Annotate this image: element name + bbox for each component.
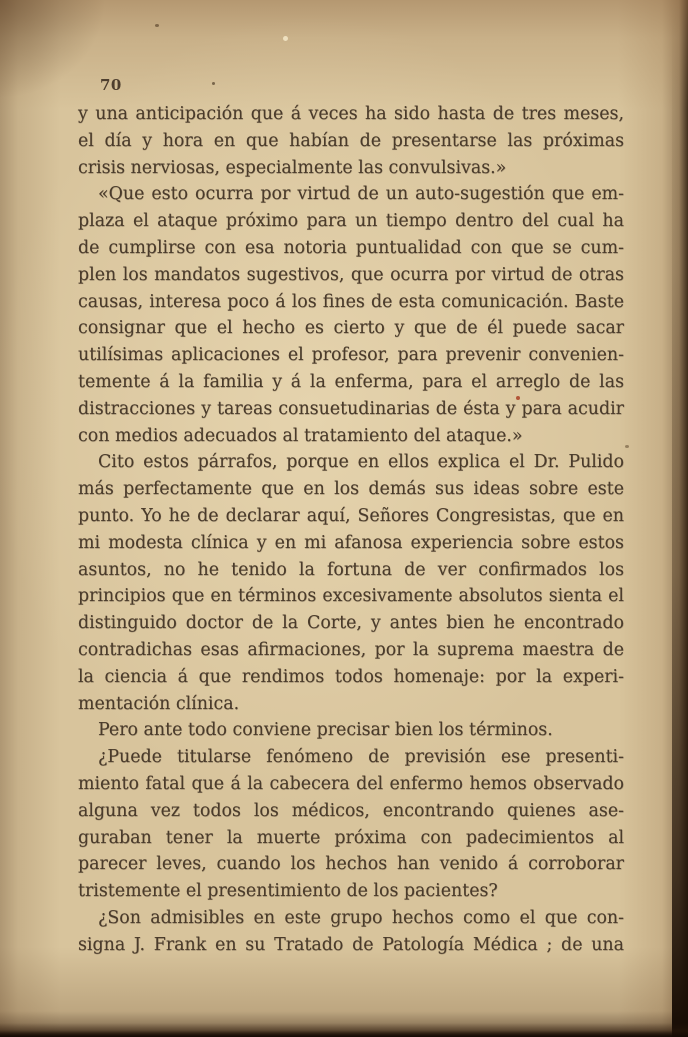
text-line: plaza el ataque próximo para un tiempo dentro del cual ha xyxy=(78,211,624,232)
text-line: signa J. Frank en su Tratado de Patología Médica ; de una xyxy=(78,934,624,955)
text-line: crisis nerviosas, especialmente las convulsivas.» xyxy=(78,157,507,178)
text-line: Pero ante todo conviene precisar bien los términos. xyxy=(98,720,553,741)
paper-speck xyxy=(283,36,288,41)
text-line: distinguido doctor de la Corte, y antes bien he encontrado xyxy=(78,613,624,634)
text-line: de cumplirse con esa notoria puntualidad con que se cum- xyxy=(78,237,624,258)
text-line: Cito estos párrafos, porque en ellos explica el Dr. Pulido xyxy=(98,452,624,473)
page-bottom-edge-shadow xyxy=(0,1023,688,1037)
text-line: «Que esto ocurra por virtud de un auto-sugestión que em- xyxy=(98,184,624,205)
text-line: la ciencia á que rendimos todos homenaje: por la experi- xyxy=(78,666,624,687)
text-line: parecer leves, cuando los hechos han venido á corroborar xyxy=(78,854,624,875)
page-right-edge-shadow xyxy=(672,0,688,1037)
text-line: mentación clínica. xyxy=(78,693,240,714)
text-block xyxy=(78,101,624,959)
text-line: principios que en términos excesivamente absolutos sienta el xyxy=(78,586,624,607)
text-line: guraban tener la muerte próxima con padecimientos al xyxy=(78,827,624,848)
paragraph xyxy=(78,905,624,959)
paper-speck xyxy=(625,445,629,448)
text-line: alguna vez todos los médicos, encontrando quienes ase- xyxy=(78,800,624,821)
text-line: más perfectamente que en los demás sus ideas sobre este xyxy=(78,479,624,500)
text-line: el día y hora en que habían de presentarse las próximas xyxy=(78,130,624,151)
paragraph xyxy=(78,744,624,905)
text-line: distracciones y tareas consuetudinarias de ésta y para acudir xyxy=(78,398,624,419)
text-line: ¿Son admisibles en este grupo hechos como el que con- xyxy=(98,907,624,928)
text-line: temente á la familia y á la enferma, para el arreglo de las xyxy=(78,371,624,392)
text-line: tristemente el presentimiento de los pacientes? xyxy=(78,881,498,902)
text-line: y una anticipación que á veces ha sido hasta de tres meses, xyxy=(78,104,624,124)
text-line: punto. Yo he de declarar aquí, Señores Congresistas, que en xyxy=(78,505,624,526)
paper-speck xyxy=(155,24,159,27)
text-line: ¿Puede titularse fenómeno de previsión ese presenti- xyxy=(98,747,624,768)
paper-speck xyxy=(212,82,215,85)
text-line: contradichas esas afirmaciones, por la suprema maestra de xyxy=(78,639,624,660)
paragraph xyxy=(78,181,624,449)
text-line: con medios adecuados al tratamiento del ataque.» xyxy=(78,425,523,446)
text-line: consignar que el hecho es cierto y que de él puede sacar xyxy=(78,318,624,339)
text-line: plen los mandatos sugestivos, que ocurra por virtud de otras xyxy=(78,264,624,285)
text-line: asuntos, no he tenido la fortuna de ver confirmados los xyxy=(78,559,624,580)
text-line: utilísimas aplicaciones el profesor, para prevenir convenien- xyxy=(78,345,624,366)
paragraph xyxy=(78,449,624,717)
paragraph xyxy=(78,717,624,744)
text-line: causas, interesa poco á los fines de esta comunicación. Baste xyxy=(78,291,624,312)
page-number: 70 xyxy=(100,76,122,94)
text-line: miento fatal que á la cabecera del enfermo hemos observado xyxy=(78,773,624,794)
paragraph xyxy=(78,101,624,181)
text-line: mi modesta clínica y en mi afanosa experiencia sobre estos xyxy=(78,532,624,553)
